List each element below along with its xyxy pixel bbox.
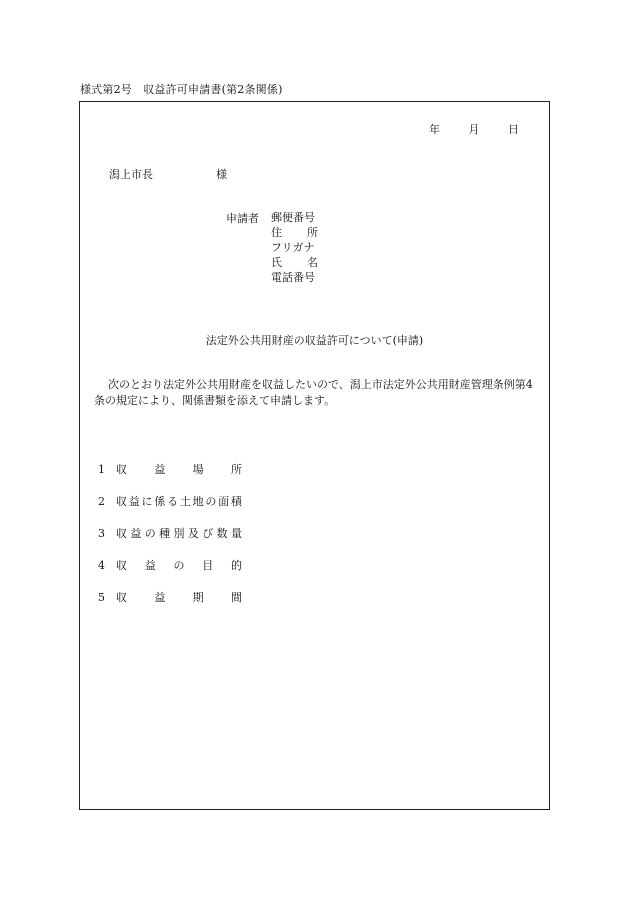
item-label-char: び	[202, 527, 214, 540]
item-label-char: の	[205, 495, 217, 508]
item-label-char: 益	[130, 527, 142, 540]
recipient	[109, 166, 227, 182]
item-label-char: 収	[116, 495, 127, 508]
applicant-field-label	[271, 210, 318, 225]
item-label-char: に	[141, 495, 153, 508]
item-label-char: 積	[230, 495, 242, 508]
applicant-field-label	[271, 240, 318, 255]
day-label: 日	[508, 123, 519, 136]
item-label-char: 益	[128, 495, 140, 508]
recipient-name: 潟上市長	[109, 168, 153, 181]
item-label	[116, 525, 242, 541]
item-number: 1	[98, 462, 105, 476]
applicant-field-char: 所	[307, 226, 318, 239]
year-label: 年	[429, 123, 440, 136]
applicant-field-char: 電話番号	[271, 271, 315, 284]
item-label-char: 益	[154, 591, 166, 604]
item-label-char: 量	[231, 527, 242, 540]
form-title: 様式第2号 収益許可申請書(第2条関係)	[80, 83, 283, 96]
applicant-label: 申請者	[226, 212, 259, 225]
item-label	[116, 493, 242, 509]
item-label-char: 種	[159, 527, 171, 540]
item-label-char: 収	[116, 559, 127, 572]
item-label-char: 地	[192, 495, 204, 508]
item-number: 5	[98, 590, 105, 604]
item-label-char: の	[173, 559, 185, 572]
item-number: 4	[98, 558, 105, 572]
item-label-char: 益	[154, 463, 166, 476]
item-label-char: 間	[230, 591, 242, 604]
applicant-field-label	[271, 255, 318, 270]
applicant-field-char: 名	[307, 256, 318, 269]
item-label-char: 場	[192, 463, 204, 476]
item-label-char: 収	[116, 591, 127, 604]
item-label-char: 目	[202, 559, 214, 572]
item-label-char: 的	[231, 559, 242, 572]
item-label-char: 係	[154, 495, 166, 508]
item-label-char: 期	[192, 591, 204, 604]
applicant-field-char: 郵便番号	[271, 211, 315, 224]
item-number: 3	[98, 526, 105, 540]
applicant-field-char: 住	[271, 226, 282, 239]
application-item	[98, 453, 242, 485]
item-label	[116, 557, 242, 573]
applicant-fields	[271, 210, 318, 285]
applicant-field-label	[271, 225, 318, 240]
item-label-char: 及	[187, 527, 199, 540]
application-item	[98, 549, 242, 581]
item-list	[98, 453, 242, 613]
item-label-char: 収	[116, 463, 127, 476]
item-label	[116, 461, 242, 477]
item-label-char: の	[144, 527, 156, 540]
application-item	[98, 517, 242, 549]
item-label-char: 別	[173, 527, 185, 540]
month-label: 月	[468, 123, 480, 136]
item-label-char: 土	[179, 495, 191, 508]
subject-heading: 法定外公共用財産の収益許可について(申請)	[205, 334, 424, 347]
applicant-field-char: 氏	[271, 256, 282, 269]
applicant-field-label	[271, 270, 318, 285]
item-label-char: 所	[230, 463, 242, 476]
item-label	[116, 589, 242, 605]
application-form-frame	[79, 101, 550, 810]
application-item	[98, 485, 242, 517]
application-body-text: 次のとおり法定外公共用財産を収益したいので、潟上市法定外公共用財産管理条例第4条の規定により、関係書類を添えて申請します。	[94, 378, 533, 407]
applicant-field-char: フリガナ	[271, 241, 315, 254]
recipient-honorific: 様	[216, 168, 227, 181]
item-label-char: 益	[144, 559, 156, 572]
item-label-char: る	[167, 495, 179, 508]
item-label-char: 収	[116, 527, 127, 540]
date-line	[429, 121, 519, 137]
item-number: 2	[98, 494, 105, 508]
item-label-char: 数	[216, 527, 228, 540]
item-label-char: 面	[218, 495, 230, 508]
application-item	[98, 581, 242, 613]
